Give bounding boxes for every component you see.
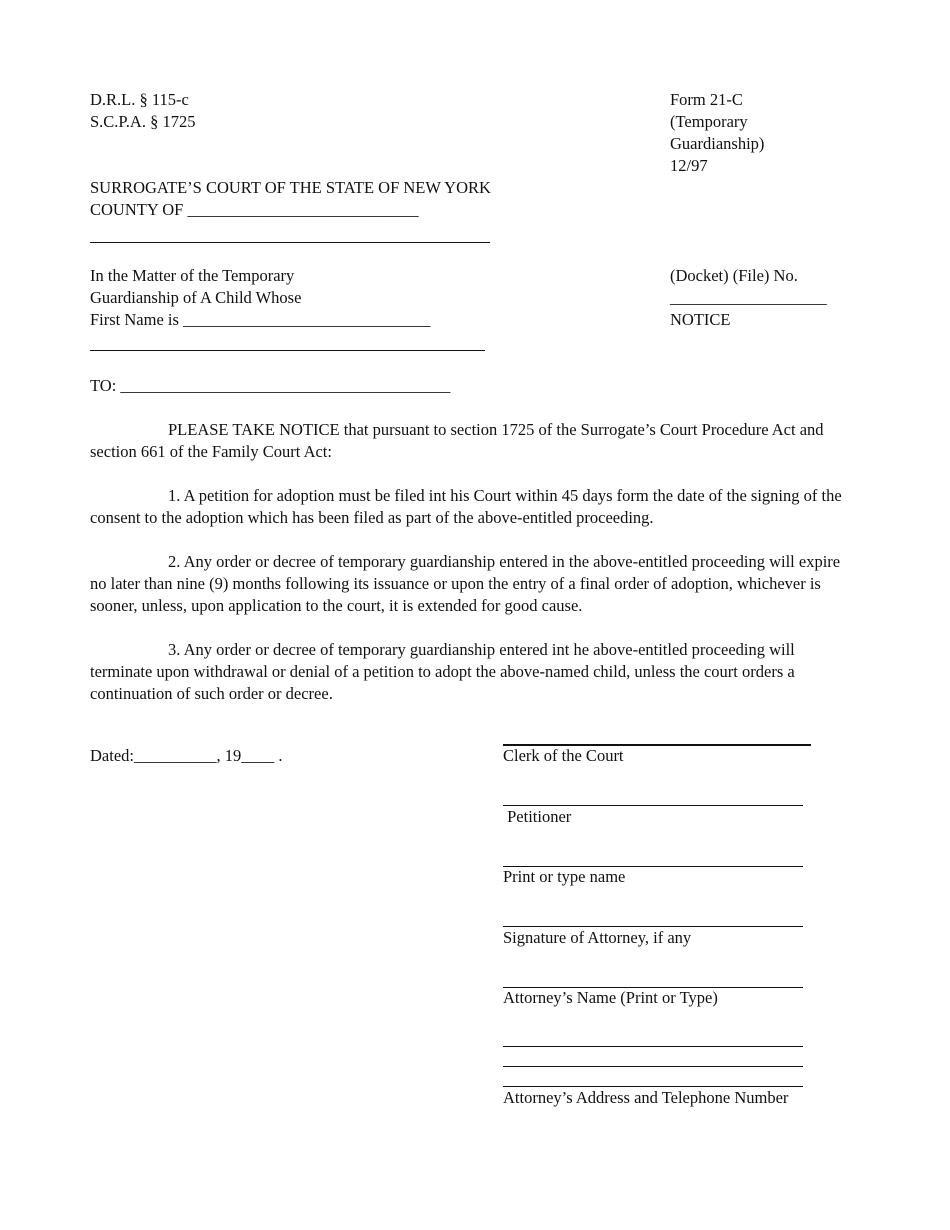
to-line [90, 375, 450, 397]
form-type-line-2: Guardianship) [670, 134, 765, 153]
attorney-address-line-1[interactable] [503, 1046, 803, 1047]
print-name-label: Print or type name [503, 867, 626, 886]
to-label: TO: [90, 376, 117, 395]
caption-line-3 [90, 309, 431, 331]
attorney-signature-label: Signature of Attorney, if any [503, 928, 692, 947]
attorney-address-label: Attorney’s Address and Telephone Number [503, 1088, 789, 1107]
form-number: Form 21-C [670, 90, 743, 109]
statute-scpa: S.C.P.A. § 1725 [90, 112, 196, 131]
notice-intro: PLEASE TAKE NOTICE that pursuant to section 1725 of the Surrogate’s Court Procedure Act and section 661 of the Family Court Act: [90, 420, 824, 461]
first-name-label: First Name is [90, 310, 179, 329]
caption-divider-top [90, 242, 490, 243]
first-name-field[interactable]: ______________________________ [183, 310, 431, 329]
petitioner-label: Petitioner [503, 807, 572, 826]
form-type-line-1: (Temporary [670, 112, 748, 131]
clerk-label: Clerk of the Court [503, 746, 624, 765]
court-name: SURROGATE’S COURT OF THE STATE OF NEW YORK [90, 178, 491, 197]
caption-line-1: In the Matter of the Temporary [90, 266, 295, 285]
caption-divider-bottom [90, 350, 485, 351]
caption-line-2: Guardianship of A Child Whose [90, 288, 302, 307]
attorney-address-line-2[interactable] [503, 1066, 803, 1067]
attorney-name-label: Attorney’s Name (Print or Type) [503, 988, 718, 1007]
statute-drl: D.R.L. § 115-c [90, 90, 189, 109]
notice-item-2: 2. Any order or decree of temporary guardianship entered in the above-entitled proceeding will expire no later than nine (9) months following its issuance or upon the entry of a final order of adoption, whichever is sooner, unless, upon application to the court, it is extended for good cause. [90, 552, 841, 615]
notice-item-1: 1. A petition for adoption must be filed int his Court within 45 days form the date of the signing of the consent to the adoption which has been filed as part of the above-entitled proceeding. [90, 486, 842, 527]
dated-field[interactable]: Dated:__________, 19____ . [90, 746, 283, 765]
docket-label: (Docket) (File) No. [670, 266, 798, 285]
county-field[interactable]: ____________________________ [187, 200, 419, 219]
county-line [90, 199, 418, 221]
to-field[interactable]: ________________________________________ [120, 376, 451, 395]
county-label: COUNTY OF [90, 200, 184, 219]
docket-field[interactable]: ___________________ [670, 288, 827, 307]
form-date: 12/97 [670, 156, 708, 175]
notice-item-3: 3. Any order or decree of temporary guardianship entered int he above-entitled proceeding will terminate upon withdrawal or denial of a petition to adopt the above-named child, unless the court orders a continuation of such order or decree. [90, 640, 795, 703]
document-title: NOTICE [670, 310, 731, 329]
